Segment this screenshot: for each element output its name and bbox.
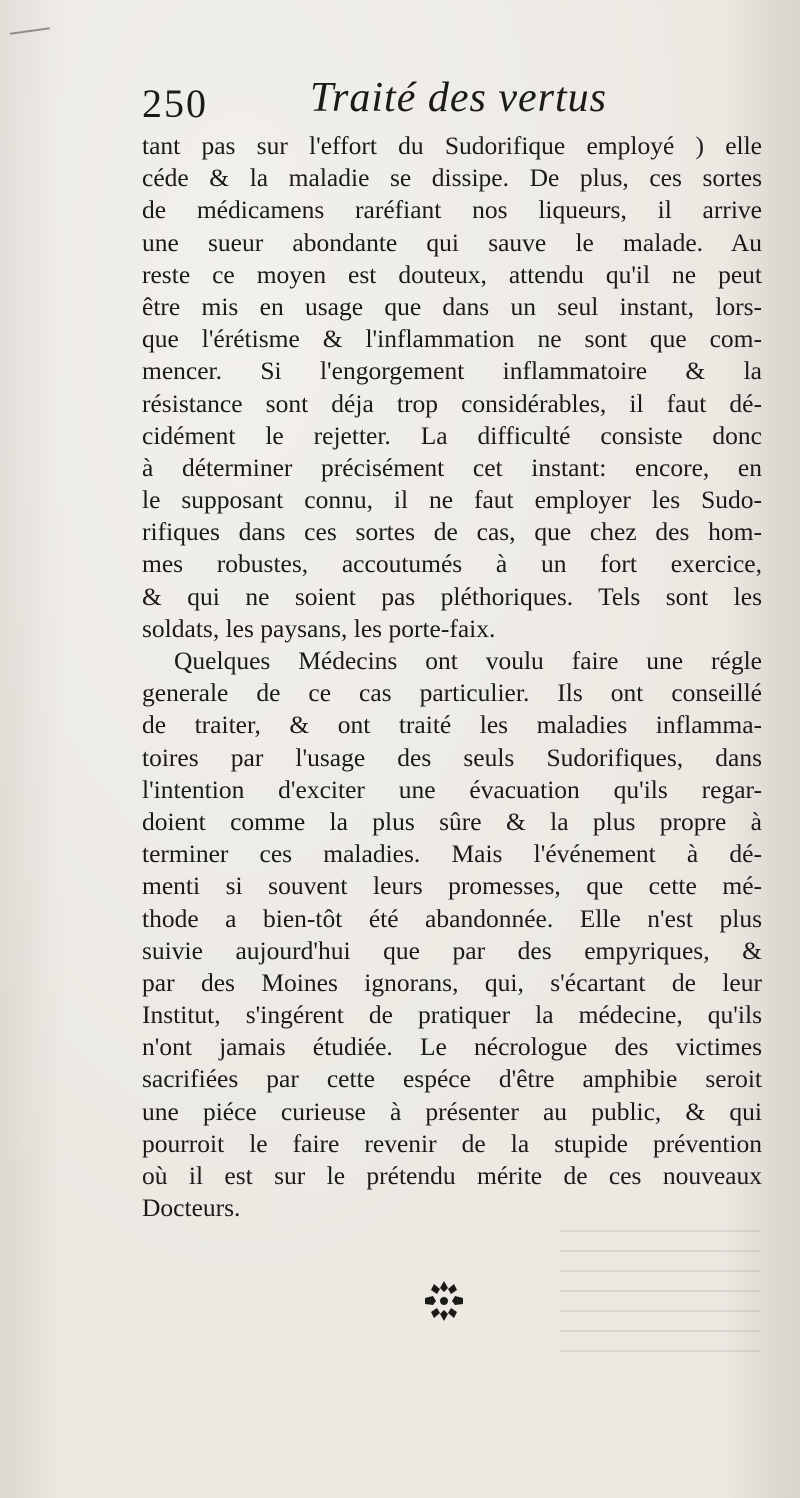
text-line: l'intention d'exciter une évacuation qu'ils regar- (142, 774, 762, 804)
text-line: tant pas sur l'effort du Sudorifique employé ) elle (142, 131, 762, 160)
text-line: & qui ne soient pas pléthoriques. Tels sont les (142, 581, 762, 611)
text-line: n'ont jamais étudiée. Le nécrologue des victimes (142, 1032, 762, 1062)
text-line: toires par l'usage des seuls Sudorifiques, dans (142, 742, 762, 772)
text-line: mes robustes, accoutumés à un fort exercice, (142, 549, 762, 579)
text-line: par des Moines ignorans, qui, s'écartant de leur (142, 967, 762, 997)
text-line: Docteurs. (142, 1193, 241, 1223)
text-line: rifiques dans ces sortes de cas, que chez des hom- (142, 517, 762, 547)
text-line: céde & la maladie se dissipe. De plus, ces sortes (142, 163, 762, 193)
running-head: Traité des vertus (310, 75, 607, 121)
text-line: thode a bien-tôt été abandonnée. Elle n'est plus (142, 903, 762, 933)
text-line: que l'érétisme & l'inflammation ne sont que com- (142, 324, 762, 354)
text-line: de traiter, & ont traité les maladies inflamma- (142, 710, 762, 740)
fleuron-ornament-icon (421, 1278, 467, 1324)
text-line: doient comme la plus sûre & la plus propre à (142, 806, 762, 836)
text-line: terminer ces maladies. Mais l'événement à dé- (142, 839, 762, 869)
text-line: résistance sont déja trop considérables, il faut dé- (142, 388, 762, 418)
text-line: mencer. Si l'engorgement inflammatoire & la (142, 356, 762, 386)
show-through-text (560, 1230, 760, 1370)
page-number: 250 (142, 81, 208, 126)
text-line: Institut, s'ingérent de pratiquer la médecine, qu'ils (142, 1000, 762, 1030)
text-line: Quelques Médecins ont voulu faire une régle (174, 646, 762, 675)
text-line: être mis en usage que dans un seul instant, lors- (142, 291, 762, 321)
margin-mark (10, 27, 50, 35)
text-line: une sueur abondante qui sauve le malade. Au (142, 227, 762, 257)
text-line: sacrifiées par cette espéce d'être amphibie seroit (142, 1064, 762, 1094)
text-line: reste ce moyen est douteux, attendu qu'il ne peut (142, 259, 762, 289)
text-line: de médicamens raréfiant nos liqueurs, il arrive (142, 195, 762, 225)
text-line: generale de ce cas particulier. Ils ont conseillé (142, 678, 762, 708)
text-line: le supposant connu, il ne faut employer les Sudo- (142, 485, 762, 515)
page-header (142, 70, 762, 130)
text-line: une piéce curieuse à présenter au public, & qui (142, 1096, 762, 1126)
text-line: pourroit le faire revenir de la stupide prévention (142, 1128, 762, 1158)
text-line: soldats, les paysans, les porte-faix. (142, 613, 496, 643)
text-line: à déterminer précisément cet instant: encore, en (142, 452, 762, 482)
text-line: suivie aujourd'hui que par des empyriques, & (142, 935, 762, 965)
body-text (142, 130, 762, 1224)
text-line: menti si souvent leurs promesses, que cette mé- (142, 871, 762, 901)
text-line: cidément le rejetter. La difficulté consiste donc (142, 420, 762, 450)
text-line: où il est sur le prétendu mérite de ces nouveaux (142, 1161, 762, 1190)
